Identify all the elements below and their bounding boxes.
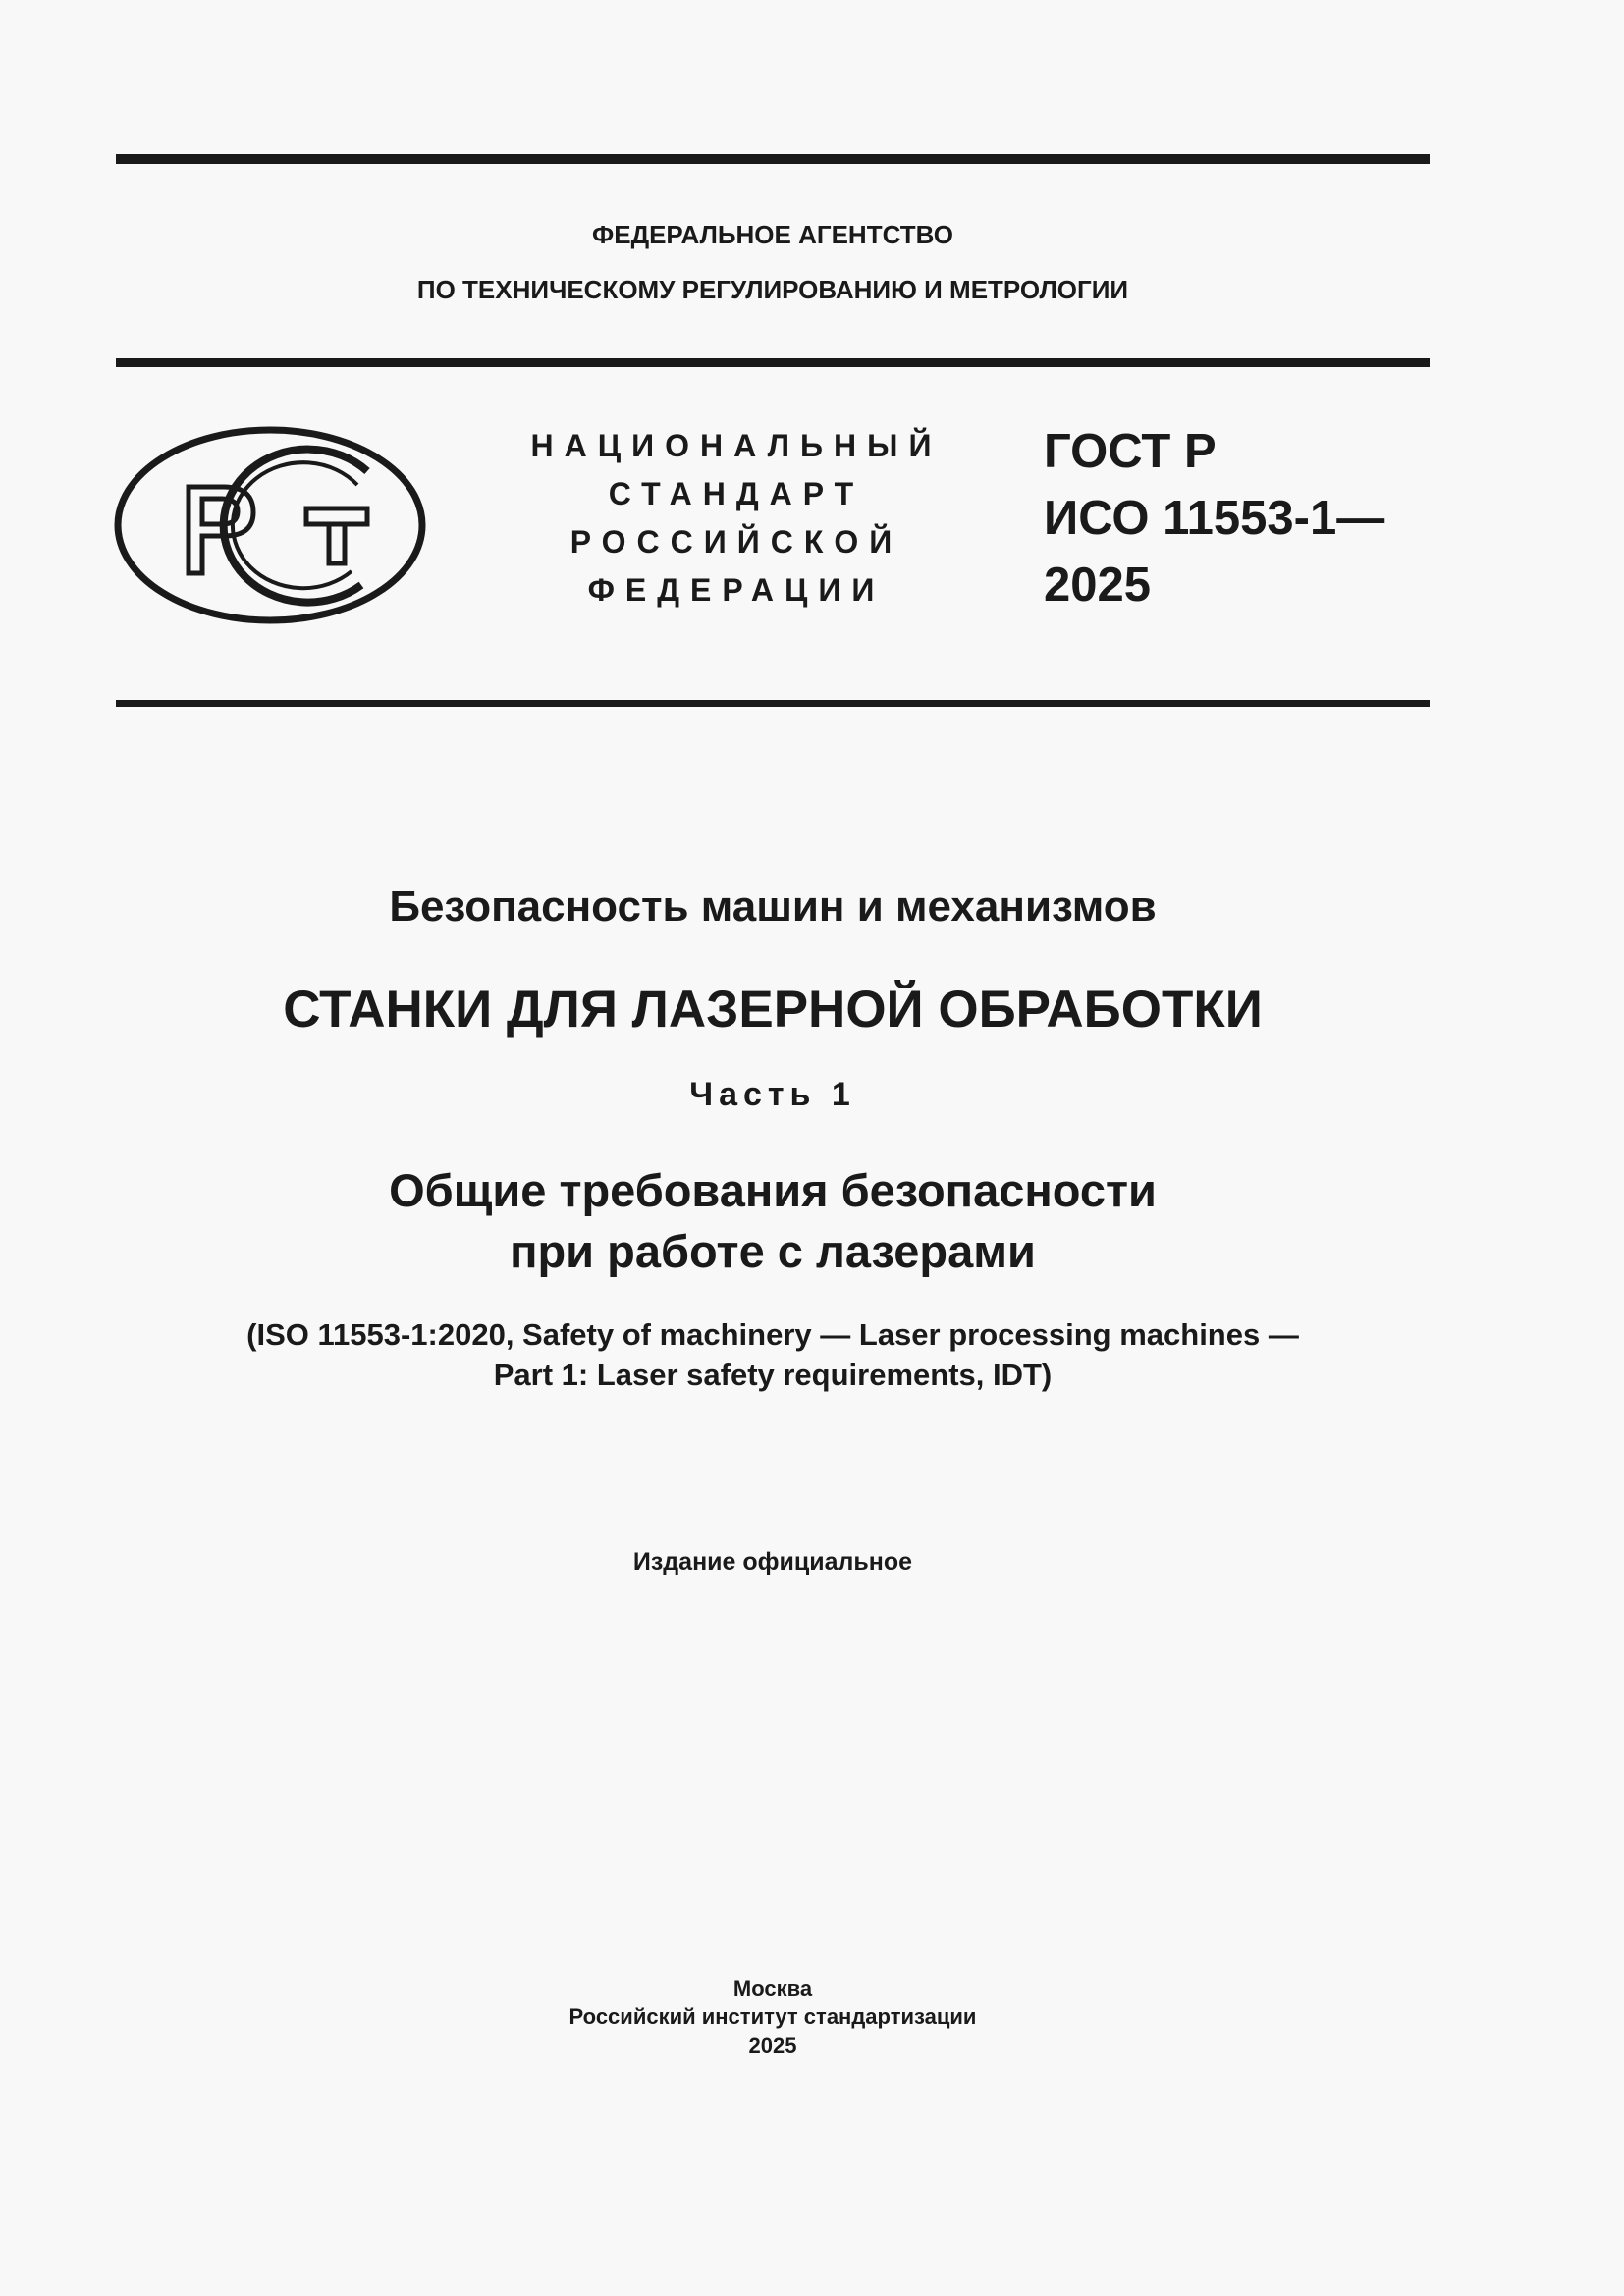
part-subtitle <box>116 1160 1430 1282</box>
national-standard-line-2: СТАНДАРТ <box>608 476 865 511</box>
imprint-year: 2025 <box>748 2033 797 2057</box>
part-number: Часть 1 <box>689 1076 856 1113</box>
agency-line-2: ПО ТЕХНИЧЕСКОМУ РЕГУЛИРОВАНИЮ И МЕТРОЛОГИИ <box>416 275 1129 304</box>
rst-certification-mark-icon <box>114 426 426 624</box>
designation-line-3: 2025 <box>1044 559 1152 612</box>
top-rule <box>116 154 1430 164</box>
header-rule <box>116 358 1430 367</box>
national-standard-line-1: НАЦИОНАЛЬНЫЙ <box>530 428 943 463</box>
imprint-city: Москва <box>732 1976 813 2001</box>
iso-reference-line-2: Part 1: Laser safety requirements, IDT) <box>493 1358 1053 1392</box>
subtitle-line-1: Общие требования безопасности <box>389 1164 1157 1216</box>
iso-reference <box>116 1314 1430 1395</box>
designation-line-1: ГОСТ Р <box>1044 425 1217 478</box>
main-title: СТАНКИ ДЛЯ ЛАЗЕРНОЙ ОБРАБОТКИ <box>283 981 1263 1039</box>
national-standard-label <box>511 422 962 614</box>
title-block-rule <box>116 700 1430 707</box>
national-standard-line-4: ФЕДЕРАЦИИ <box>587 572 886 608</box>
iso-reference-line-1: (ISO 11553-1:2020, Safety of machinery — Laser processing machines — <box>246 1317 1299 1352</box>
imprint <box>116 1974 1430 2059</box>
standard-designation <box>1044 418 1384 618</box>
designation-line-2: ИСО 11553-1— <box>1044 492 1385 545</box>
national-standard-line-3: РОССИЙСКОЙ <box>569 524 903 560</box>
agency-line-1: ФЕДЕРАЛЬНОЕ АГЕНТСТВО <box>592 220 953 249</box>
general-title: Безопасность машин и механизмов <box>389 882 1157 931</box>
edition-label: Издание официальное <box>632 1548 913 1575</box>
subtitle-line-2: при работе с лазерами <box>510 1225 1036 1277</box>
imprint-publisher: Российский институт стандартизации <box>568 2004 977 2029</box>
